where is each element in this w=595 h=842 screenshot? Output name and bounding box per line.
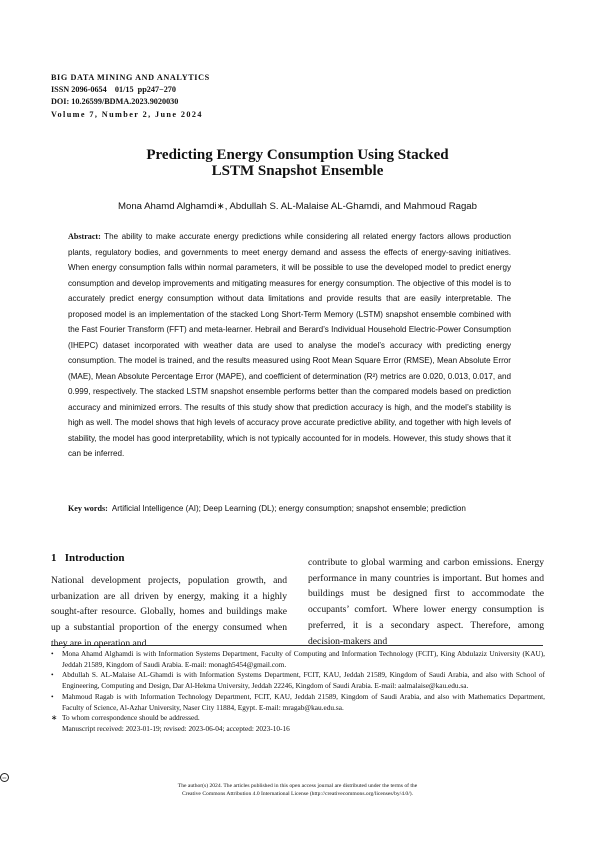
abstract-text: The ability to make accurate energy predictions while considering all related energy factors allows production plants, regulatory bodies, and governments to meet energy demand and assess the effects of energy-saving initiatives. When energy consumption falls within normal parameters, it will be possible to use the developed model to predict energy consumption and develop improvements and mitigating measures for energy consumption. The objective of this model is to accurately predict energy consumption without data limitations and provide results that are easily interpretable. The proposed model is an implementation of the stacked Long Short-Term Memory (LSTM) snapshot ensemble combined with the Fast Fourier Transform (FFT) and meta-learner. Hebrail and Berard’s Individual Household Electric-Power Consumption (IHEPC) dataset incorporated with weather data are used to analyse the model’s accuracy with predicting energy consumption. The model is trained, and the results measured using Root Mean Square Error (RMSE), Mean Absolute Error (MAE), Mean Absolute Percentage Error (MAPE), and coefficient of determination (R²) metrics are 0.020, 0.013, 0.017, and 0.999, respectively. The stacked LSTM snapshot ensemble performs better than the compared models based on prediction accuracy and minimized errors. The results of this study show that prediction accuracy is high, and the model’s stability is high as well. The model shows that high levels of accuracy prove accurate predictive ability, and together with high levels of stability, the model has good interpretability, which is not typically accounted for in models. However, this study shows that it can be inferred. [68, 232, 511, 458]
footnote-author-1 [51, 649, 545, 670]
section-heading-introduction: 1 Introduction [51, 552, 125, 564]
footnote-text: To whom correspondence should be addressed. [62, 713, 200, 723]
footnote-divider [51, 645, 543, 646]
footnote-text: Mahmoud Ragab is with Information Technology Department, FCIT, KAU, Jeddah 21589, Kingdom of Saudi Arabia, and also with Mathematics Department, Faculty of Science, Al-Azhar University, Naser City 11884, Egypt. E-mail: mragab@kau.edu.sa. [62, 691, 545, 712]
journal-volume: Volume 7, Number 2, June 2024 [51, 109, 203, 119]
journal-doi: DOI: 10.26599/BDMA.2023.9020030 [51, 97, 179, 107]
abstract [68, 229, 511, 462]
license-line-2: Creative Commons Attribution 4.0 International License (http://creativecommons.org/licenses/by/4.0/). [181, 791, 414, 798]
creative-commons-icon: cc [0, 773, 9, 782]
footnote-text: Abdullah S. AL-Malaise AL-Ghamdi is with Information Systems Department, FCIT, KAU, Jeddah 21589, Kingdom of Saudi Arabia, and also with School of Engineering, Computing and Design, Dar Al-Hekma University, Jeddah 22246, Kingdom of Saudi Arabia. E-mail: aalmalaise@kau.edu.sa. [62, 670, 545, 691]
footnote-text: Mona Ahamd Alghamdi is with Information Systems Department, Faculty of Computing and Information Technology (FCIT), King Abdulaziz University (KAU), Jeddah 21589, Kingdom of Saudi Arabia. E-mail: monagh5454@gmail.com. [62, 649, 545, 669]
journal-header [51, 72, 210, 121]
footnote-correspondence [51, 713, 545, 724]
footnote-author-3 [51, 692, 545, 713]
asterisk-icon: ∗ [51, 713, 58, 723]
paper-title [0, 147, 595, 179]
keywords [68, 504, 511, 513]
license-text-1: The author(s) 2024. The articles published in this open access journal are distributed under the terms of the [177, 783, 418, 789]
license-line-1 [0, 773, 595, 790]
footnotes [51, 649, 545, 735]
intro-right-column: contribute to global warming and carbon emissions. Energy performance in many countries is important. But homes and buildings must be designed first to accommodate the occupants’ comfort. Where lower energy consumption is preferred, it is a secondary aspect. Therefore, among decision-makers and [308, 557, 544, 647]
abstract-label: Abstract: [68, 232, 101, 241]
keywords-label: Key words: [68, 504, 108, 513]
bullet-icon: • [51, 670, 54, 680]
license-notice [0, 773, 595, 799]
intro-left-column: National development projects, population growth, and urbanization are all driven by energy, making it a highly sought-after resource. Globally, homes and buildings make up a substantial proportion of the energy consumed when they are in operation and [51, 575, 287, 649]
title-line-2: LSTM Snapshot Ensemble [211, 163, 384, 179]
title-line-1: Predicting Energy Consumption Using Stacked [146, 147, 449, 163]
bullet-icon: • [51, 649, 54, 658]
manuscript-dates: Manuscript received: 2023-01-19; revised: 2023-06-04; accepted: 2023-10-16 [62, 723, 290, 733]
journal-issn: ISSN 2096-0654 01/15 pp247−270 [51, 85, 176, 95]
journal-name: BIG DATA MINING AND ANALYTICS [51, 73, 210, 82]
keywords-text: Artificial Intelligence (AI); Deep Learning (DL); energy consumption; snapshot ensemble; prediction [107, 504, 466, 513]
bullet-icon: • [51, 691, 54, 701]
author-list: Mona Ahamd Alghamdi∗, Abdullah S. AL-Malaise AL-Ghamdi, and Mahmoud Ragab [118, 201, 477, 212]
footnote-author-2 [51, 670, 545, 691]
